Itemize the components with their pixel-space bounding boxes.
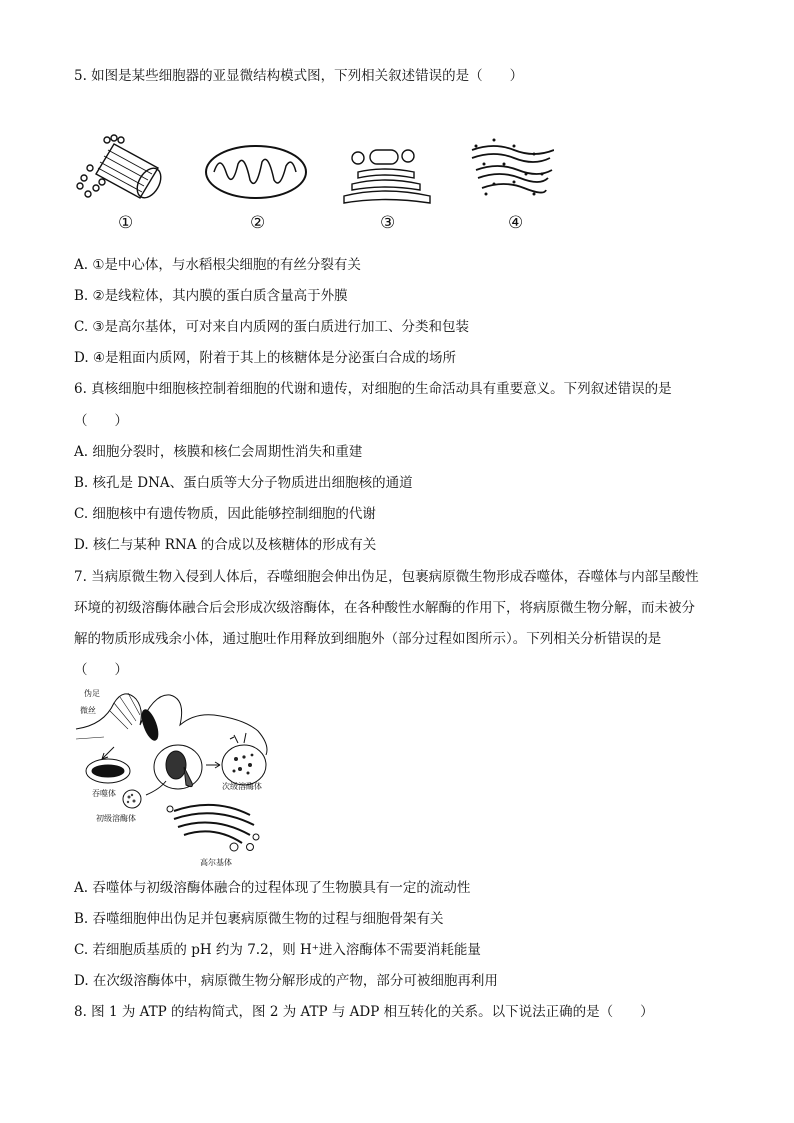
q6-stem-line1: 6. 真核细胞中细胞核控制着细胞的代谢和遗传，对细胞的生命活动具有重要意义。下列叙述错误的是 bbox=[74, 381, 672, 397]
q7-stem-line3: 解的物质形成残余小体，通过胞吐作用释放到细胞外（部分过程如图所示）。下列相关分析错误的是 bbox=[74, 631, 662, 647]
q5-option-b: B. ②是线粒体，其内膜的蛋白质含量高于外膜 bbox=[74, 288, 348, 304]
q6-option-d: D. 核仁与某种 RNA 的合成以及核糖体的形成有关 bbox=[74, 537, 377, 553]
label-primary-lysosome: 初级溶酶体 bbox=[96, 814, 136, 823]
label-phagosome: 吞噬体 bbox=[92, 789, 116, 798]
mitochondrion-drawing bbox=[206, 146, 306, 198]
golgi-drawing bbox=[344, 150, 430, 203]
figure-label-1: ① bbox=[118, 213, 134, 233]
label-secondary-lysosome: 次级溶酶体 bbox=[222, 782, 262, 791]
q6-option-b: B. 核孔是 DNA、蛋白质等大分子物质进出细胞核的通道 bbox=[74, 475, 413, 491]
figure-label-2: ② bbox=[250, 213, 266, 233]
label-golgi: 高尔基体 bbox=[200, 858, 232, 867]
q8-stem: 8. 图 1 为 ATP 的结构简式，图 2 为 ATP 与 ADP 相互转化的关系。以下说法正确的是（ ） bbox=[74, 1004, 654, 1020]
q7-option-a: A. 吞噬体与初级溶酶体融合的过程体现了生物膜具有一定的流动性 bbox=[74, 880, 471, 896]
q5-stem: 5. 如图是某些细胞器的亚显微结构模式图，下列相关叙述错误的是（ ） bbox=[74, 68, 524, 84]
phagocytosis-drawing bbox=[74, 685, 274, 870]
q6-option-a: A. 细胞分裂时，核膜和核仁会周期性消失和重建 bbox=[74, 444, 363, 460]
q7-option-b: B. 吞噬细胞伸出伪足并包裹病原微生物的过程与细胞骨架有关 bbox=[74, 911, 444, 927]
q7-phagocytosis-figure bbox=[74, 685, 274, 870]
label-pseudopod: 伪足 bbox=[84, 689, 100, 698]
q5-organelle-figure bbox=[74, 128, 554, 238]
figure-label-3: ③ bbox=[380, 213, 396, 233]
q6-option-c: C. 细胞核中有遗传物质，因此能够控制细胞的代谢 bbox=[74, 506, 376, 522]
label-microfilament: 微丝 bbox=[80, 706, 96, 715]
q7-stem-line4: （ ） bbox=[74, 662, 128, 678]
figure-label-4: ④ bbox=[508, 213, 524, 233]
q5-option-c: C. ③是高尔基体，可对来自内质网的蛋白质进行加工、分类和包装 bbox=[74, 319, 470, 335]
q7-stem-line2: 环境的初级溶酶体融合后会形成次级溶酶体，在各种酸性水解酶的作用下，将病原微生物分解，而未被分 bbox=[74, 600, 695, 616]
q5-option-d: D. ④是粗面内质网，附着于其上的核糖体是分泌蛋白合成的场所 bbox=[74, 350, 457, 366]
centriole-drawing bbox=[77, 135, 166, 202]
q5-option-a: A. ①是中心体，与水稻根尖细胞的有丝分裂有关 bbox=[74, 257, 361, 273]
q6-stem-line2: （ ） bbox=[74, 413, 128, 429]
q7-stem-line1: 7. 当病原微生物入侵到人体后，吞噬细胞会伸出伪足，包裹病原微生物形成吞噬体，吞噬体与内部呈酸性 bbox=[74, 569, 699, 585]
rough-er-drawing bbox=[472, 139, 554, 196]
q7-option-c: C. 若细胞质基质的 pH 约为 7.2，则 H⁺进入溶酶体不需要消耗能量 bbox=[74, 942, 481, 958]
q7-option-d: D. 在次级溶酶体中，病原微生物分解形成的产物，部分可被细胞再利用 bbox=[74, 973, 498, 989]
organelle-drawings bbox=[74, 128, 554, 208]
